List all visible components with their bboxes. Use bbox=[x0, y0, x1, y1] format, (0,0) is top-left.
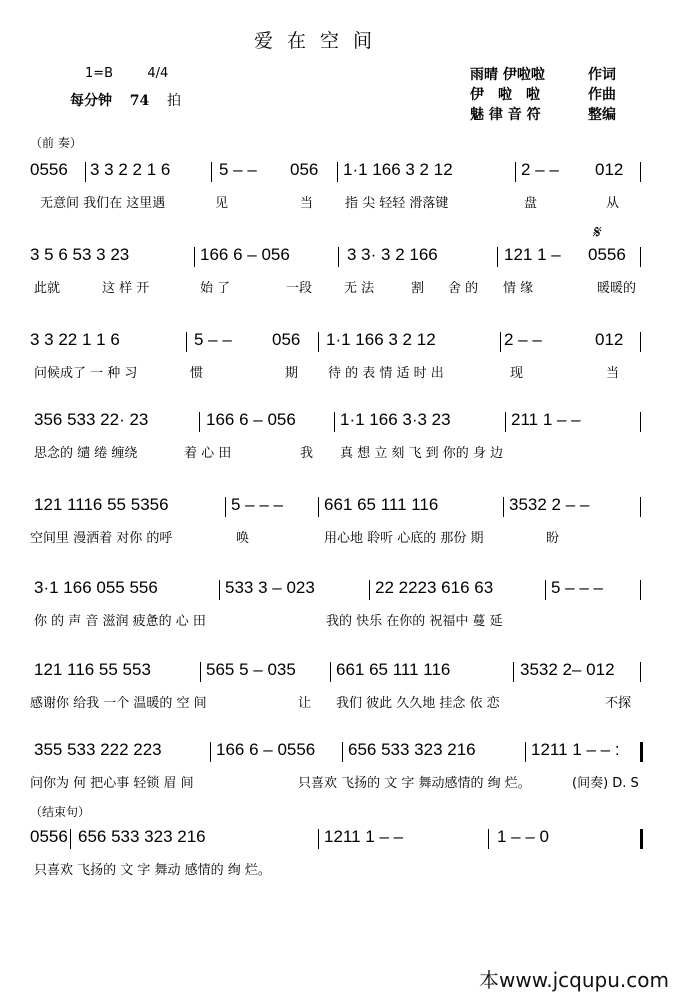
note-group: 121 1116 55 5356 bbox=[34, 495, 169, 514]
credit-arranger bbox=[470, 104, 616, 124]
note-group: 3 5 6 53 3 23 bbox=[30, 245, 130, 264]
barline bbox=[640, 162, 641, 182]
note-group: 5 – – bbox=[194, 330, 232, 349]
note-group: 656 533 323 216 bbox=[78, 827, 206, 846]
note-group: 121 116 55 553 bbox=[34, 660, 151, 679]
credit-name: 伊 啦 啦 bbox=[470, 87, 540, 103]
barline bbox=[334, 412, 335, 432]
key: 1=B bbox=[85, 66, 114, 81]
lyric: 只喜欢 飞扬的 文 字 舞动 感情的 绚 烂。 bbox=[34, 863, 271, 878]
notes-line bbox=[0, 660, 683, 686]
notes-line bbox=[0, 245, 683, 271]
lyric: 我的 快乐 在你的 祝福中 蔓 延 bbox=[326, 614, 503, 629]
lyric: 始 了 bbox=[200, 281, 231, 296]
barline bbox=[640, 412, 641, 432]
note-group: 3532 2 – – bbox=[509, 495, 590, 514]
lyric: 无意间 我们在 这里遇 bbox=[40, 196, 166, 211]
lyric: 我们 彼此 久久地 挂念 依 恋 bbox=[336, 696, 500, 711]
barline bbox=[640, 580, 641, 600]
tempo-value: 74 bbox=[129, 93, 150, 109]
key-signature bbox=[85, 66, 168, 81]
lyric: (间奏) D. S bbox=[572, 776, 639, 791]
barline bbox=[211, 162, 212, 182]
note-group: 3 3 2 2 1 6 bbox=[90, 160, 171, 179]
lyrics-line bbox=[0, 772, 683, 792]
note-group: 1 – – 0 bbox=[497, 827, 549, 846]
note-group: 012 bbox=[595, 330, 624, 349]
score-row bbox=[0, 410, 683, 470]
note-group: 3532 2– 012 bbox=[520, 660, 615, 679]
barline bbox=[369, 580, 370, 600]
lyric: 从 bbox=[606, 196, 620, 211]
lyric: 你 的 声 音 滋润 疲惫的 心 田 bbox=[34, 614, 206, 629]
barline bbox=[200, 662, 201, 682]
lyric: 不探 bbox=[605, 696, 632, 711]
note-group: 3·1 166 055 556 bbox=[34, 578, 158, 597]
barline bbox=[338, 247, 339, 267]
note-group: 0556 bbox=[30, 827, 68, 846]
barline bbox=[500, 332, 501, 352]
barline bbox=[525, 742, 526, 762]
lyrics-line bbox=[0, 192, 683, 212]
time-signature: 4/4 bbox=[147, 66, 169, 81]
note-group: 355 533 222 223 bbox=[34, 740, 162, 759]
barline bbox=[186, 332, 187, 352]
notes-line bbox=[0, 827, 683, 853]
lyric: 割 bbox=[411, 281, 425, 296]
note-group: 661 65 111 116 bbox=[336, 660, 451, 679]
barline bbox=[515, 162, 516, 182]
barline bbox=[342, 742, 343, 762]
note-group: 166 6 – 0556 bbox=[216, 740, 316, 759]
note-group: 211 1 – – bbox=[511, 410, 581, 429]
note-group: 1·1 166 3·3 23 bbox=[340, 410, 451, 429]
tempo bbox=[70, 90, 181, 110]
barline bbox=[545, 580, 546, 600]
lyric: 惯 bbox=[190, 366, 204, 381]
barline bbox=[640, 497, 641, 517]
barline bbox=[225, 497, 226, 517]
lyric: 问候成了 一 种 习 bbox=[34, 366, 138, 381]
lyric: 思念的 缱 绻 缠绕 bbox=[34, 446, 138, 461]
lyric: 唤 bbox=[236, 531, 250, 546]
note-group: 0556 bbox=[30, 160, 68, 179]
credit-role: 作词 bbox=[588, 67, 616, 83]
intro-label: （前 奏） bbox=[30, 136, 82, 150]
lyrics-line bbox=[0, 442, 683, 462]
note-group: 5 – – – bbox=[231, 495, 283, 514]
lyric: 情 缘 bbox=[503, 281, 534, 296]
notes-line bbox=[0, 410, 683, 436]
lyric: 盼 bbox=[546, 531, 560, 546]
barline bbox=[337, 162, 338, 182]
note-group: 2 – – bbox=[521, 160, 559, 179]
note-group: 3 3 22 1 1 6 bbox=[30, 330, 120, 349]
note-group: 22 2223 616 63 bbox=[375, 578, 494, 597]
segno-icon: 𝄋 bbox=[592, 222, 600, 243]
score-row bbox=[0, 495, 683, 555]
barline bbox=[85, 162, 86, 182]
notes-line bbox=[0, 160, 683, 186]
tempo-suffix: 拍 bbox=[166, 93, 181, 109]
lyric: 舍 的 bbox=[448, 281, 479, 296]
lyrics-line bbox=[0, 362, 683, 382]
credit-lyrics bbox=[470, 64, 616, 84]
lyric: 此就 bbox=[34, 281, 61, 296]
lyric: 现 bbox=[510, 366, 524, 381]
notes-line bbox=[0, 578, 683, 604]
watermark: 本www.jcqupu.com bbox=[479, 968, 669, 992]
note-group: 166 6 – 056 bbox=[200, 245, 290, 264]
barline bbox=[640, 662, 641, 682]
lyric: 待 的 表 情 适 时 出 bbox=[328, 366, 444, 381]
score-row bbox=[0, 660, 683, 720]
score-row bbox=[0, 245, 683, 305]
barline bbox=[318, 829, 319, 849]
lyric: 期 bbox=[285, 366, 299, 381]
lyric: 让 bbox=[298, 696, 312, 711]
lyric: 无 法 bbox=[344, 281, 375, 296]
barline bbox=[505, 412, 506, 432]
barline bbox=[318, 332, 319, 352]
barline bbox=[219, 580, 220, 600]
score-row bbox=[0, 160, 683, 220]
credit-role: 作曲 bbox=[588, 87, 616, 103]
barline bbox=[503, 497, 504, 517]
lyric: 着 心 田 bbox=[184, 446, 232, 461]
lyric: 这 样 开 bbox=[102, 281, 150, 296]
note-group: 056 bbox=[272, 330, 301, 349]
note-group: 121 1 – bbox=[504, 245, 561, 264]
lyric: 我 bbox=[300, 446, 314, 461]
note-group: 656 533 323 216 bbox=[348, 740, 476, 759]
notes-line bbox=[0, 330, 683, 356]
note-group: 2 – – bbox=[504, 330, 542, 349]
tempo-prefix: 每分钟 bbox=[70, 93, 112, 109]
final-barline bbox=[640, 742, 643, 762]
note-group: 166 6 – 056 bbox=[206, 410, 296, 429]
lyric: 问你为 何 把心事 轻锁 眉 间 bbox=[30, 776, 194, 791]
barline bbox=[318, 497, 319, 517]
barline bbox=[210, 742, 211, 762]
barline bbox=[640, 332, 641, 352]
lyric: 一段 bbox=[286, 281, 313, 296]
lyric: 只喜欢 飞扬的 文 字 舞动感情的 绚 烂。 bbox=[298, 776, 531, 791]
lyrics-line bbox=[0, 277, 683, 297]
lyric: 用心地 聆听 心底的 那份 期 bbox=[324, 531, 484, 546]
lyric: 真 想 立 刻 飞 到 你的 身 边 bbox=[340, 446, 504, 461]
barline bbox=[640, 247, 641, 267]
lyric: 感谢你 给我 一个 温暖的 空 间 bbox=[30, 696, 207, 711]
lyrics-line bbox=[0, 610, 683, 630]
barline bbox=[497, 247, 498, 267]
note-group: 1211 1 – – bbox=[324, 827, 404, 846]
credit-music bbox=[470, 84, 616, 104]
score-row bbox=[0, 330, 683, 390]
note-group: 5 – – – bbox=[551, 578, 603, 597]
score-row bbox=[0, 827, 683, 887]
note-group: 056 bbox=[290, 160, 319, 179]
credit-name: 雨晴 伊啦啦 bbox=[470, 67, 545, 83]
lyrics-line bbox=[0, 527, 683, 547]
note-group: 661 65 111 116 bbox=[324, 495, 439, 514]
score-row bbox=[0, 578, 683, 638]
lyric: 指 尖 轻轻 滑落键 bbox=[345, 196, 449, 211]
barline bbox=[488, 829, 489, 849]
note-group: 533 3 – 023 bbox=[225, 578, 315, 597]
note-group: 1211 1 – – : bbox=[531, 740, 620, 759]
lyric: 空间里 漫洒着 对你 的呼 bbox=[30, 531, 173, 546]
barline bbox=[513, 662, 514, 682]
lyric: 盘 bbox=[524, 196, 538, 211]
note-group: 5 – – bbox=[219, 160, 257, 179]
barline bbox=[330, 662, 331, 682]
barline bbox=[194, 247, 195, 267]
lyric: 当 bbox=[300, 196, 314, 211]
final-barline bbox=[640, 829, 643, 849]
ending-label: （结束句） bbox=[30, 805, 91, 819]
credit-role: 整编 bbox=[588, 107, 616, 123]
notes-line bbox=[0, 740, 683, 766]
score-row bbox=[0, 740, 683, 800]
lyric: 暖暖的 bbox=[597, 281, 637, 296]
note-group: 565 5 – 035 bbox=[206, 660, 296, 679]
note-group: 012 bbox=[595, 160, 624, 179]
note-group: 356 533 22· 23 bbox=[34, 410, 149, 429]
note-group: 3 3· 3 2 166 bbox=[347, 245, 438, 264]
lyrics-line bbox=[0, 692, 683, 712]
notes-line bbox=[0, 495, 683, 521]
credit-name: 魅 律 音 符 bbox=[470, 107, 541, 123]
lyric: 见 bbox=[215, 196, 229, 211]
note-group: 0556 bbox=[588, 245, 626, 264]
note-group: 1·1 166 3 2 12 bbox=[343, 160, 453, 179]
lyric: 当 bbox=[606, 366, 620, 381]
song-title: 爱在空间 bbox=[253, 30, 386, 52]
barline bbox=[70, 829, 71, 849]
barline bbox=[199, 412, 200, 432]
lyrics-line bbox=[0, 859, 683, 879]
note-group: 1·1 166 3 2 12 bbox=[326, 330, 436, 349]
